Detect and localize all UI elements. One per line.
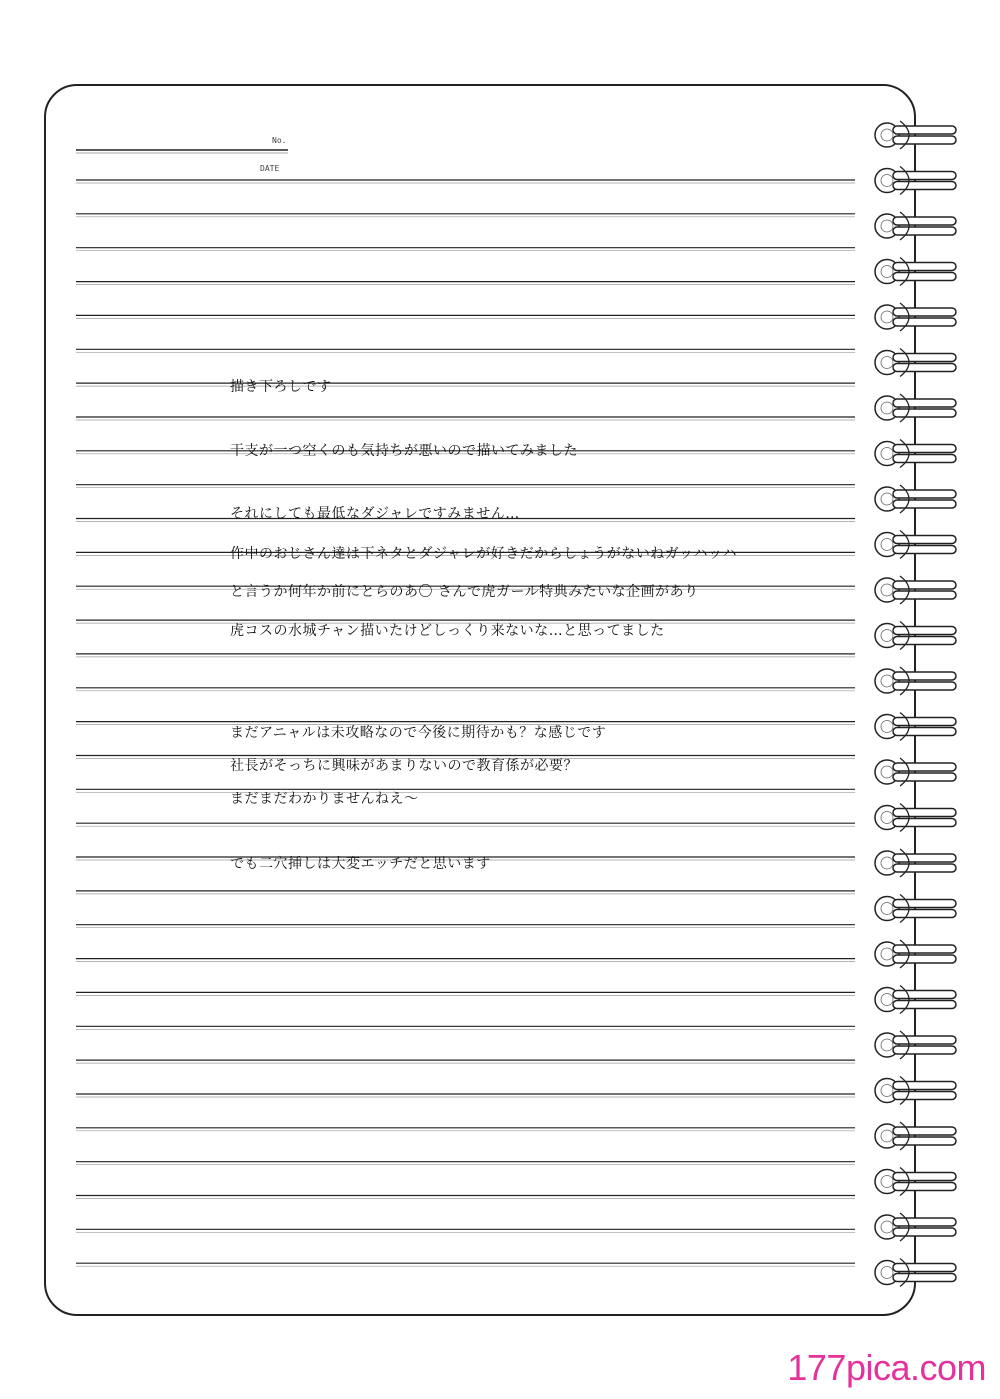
spiral-ring	[893, 1228, 956, 1236]
spiral-ring	[893, 455, 956, 463]
spiral-ring	[893, 1001, 956, 1009]
header-number-label: No.	[272, 136, 287, 145]
spiral-ring	[893, 263, 956, 271]
spiral-ring	[893, 763, 956, 771]
spiral-ring	[893, 536, 956, 544]
spiral-ring	[893, 1092, 956, 1100]
spiral-ring	[893, 1137, 956, 1145]
spiral-ring	[893, 809, 956, 817]
spiral-ring	[893, 354, 956, 362]
spiral-ring	[893, 864, 956, 872]
spiral-ring	[893, 490, 956, 498]
spiral-ring	[893, 819, 956, 827]
spiral-ring	[893, 1046, 956, 1054]
spiral-ring	[893, 1183, 956, 1191]
spiral-ring	[893, 682, 956, 690]
spiral-ring	[893, 591, 956, 599]
spiral-ring	[893, 900, 956, 908]
spiral-ring	[893, 1036, 956, 1044]
spiral-ring	[893, 217, 956, 225]
note-line: 描き下ろしです	[230, 379, 332, 395]
spiral-ring	[893, 773, 956, 781]
spiral-ring	[893, 1264, 956, 1272]
spiral-ring	[893, 991, 956, 999]
spiral-ring	[893, 1274, 956, 1282]
spiral-ring	[893, 172, 956, 180]
spiral-ring	[893, 1218, 956, 1226]
note-line: と言うか何年か前にとらのあ〇 さんで虎ガール特典みたいな企画があり	[230, 584, 699, 600]
spiral-ring	[893, 718, 956, 726]
spiral-ring	[893, 318, 956, 326]
spiral-ring	[893, 637, 956, 645]
spiral-ring	[893, 910, 956, 918]
note-line: でも二穴挿しは大変エッチだと思います	[230, 856, 491, 872]
note-line: 作中のおじさん達は下ネタとダジャレが好きだからしょうがないねガッハッハ	[230, 546, 737, 562]
spiral-ring	[893, 182, 956, 190]
note-line: まだアニャルは未攻略なので今後に期待かも？な感じです	[230, 725, 607, 741]
spiral-ring	[893, 308, 956, 316]
spiral-ring	[893, 672, 956, 680]
spiral-ring	[893, 445, 956, 453]
note-line: まだまだわかりませんねえ〜	[230, 791, 419, 807]
spiral-ring	[893, 728, 956, 736]
note-line: 干支が一つ空くのも気持ちが悪いので描いてみました	[230, 443, 578, 459]
note-line: 社長がそっちに興味があまりないので教育係が必要？	[230, 758, 578, 774]
spiral-ring	[893, 409, 956, 417]
spiral-ring	[893, 945, 956, 953]
spiral-ring	[893, 627, 956, 635]
spiral-ring	[893, 126, 956, 134]
note-line: 虎コスの水城チャン描いたけどしっくり来ないな…と思ってました	[230, 623, 665, 639]
spiral-ring	[893, 227, 956, 235]
note-line: それにしても最低なダジャレですみません…	[230, 506, 520, 522]
spiral-ring	[893, 364, 956, 372]
spiral-ring	[893, 136, 956, 144]
header-date-label: DATE	[260, 164, 280, 173]
spiral-ring	[893, 399, 956, 407]
spiral-ring	[893, 500, 956, 508]
spiral-ring	[893, 1082, 956, 1090]
spiral-ring	[893, 273, 956, 281]
spiral-ring	[893, 955, 956, 963]
spiral-ring	[893, 1173, 956, 1181]
spiral-ring	[893, 546, 956, 554]
watermark-text: 177pica.com	[787, 1347, 986, 1388]
spiral-ring	[893, 1127, 956, 1135]
spiral-ring	[893, 854, 956, 862]
spiral-ring	[893, 581, 956, 589]
